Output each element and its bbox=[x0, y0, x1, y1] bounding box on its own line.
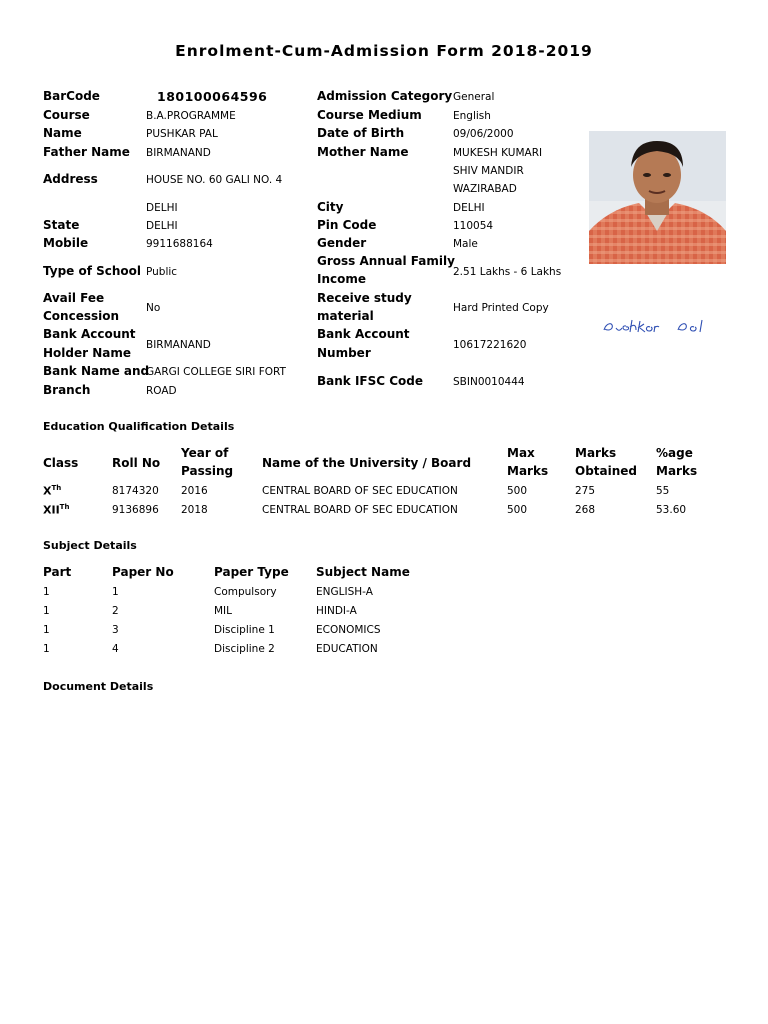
subj-paper-no: 1 bbox=[112, 586, 119, 598]
edu-pct: 53.60 bbox=[656, 504, 687, 516]
account-number-value: 10617221620 bbox=[453, 339, 527, 351]
subj-paper-type: MIL bbox=[214, 605, 233, 617]
mobile-value: 9911688164 bbox=[146, 238, 213, 250]
subj-name: EDUCATION bbox=[316, 643, 378, 655]
gender-label: Gender bbox=[317, 236, 367, 250]
income-value: 2.51 Lakhs - 6 Lakhs bbox=[453, 266, 562, 278]
address-line3: WAZIRABAD bbox=[453, 183, 517, 195]
address-line2: SHIV MANDIR bbox=[453, 165, 524, 177]
admission-category-label: Admission Category bbox=[317, 89, 453, 103]
subj-paper-type: Discipline 1 bbox=[214, 624, 275, 636]
subj-paper-type: Compulsory bbox=[214, 586, 277, 598]
edu-obtained: 268 bbox=[575, 504, 596, 516]
course-label: Course bbox=[43, 108, 90, 122]
edu-header-year-line2: Passing bbox=[181, 464, 234, 478]
student-photo bbox=[589, 131, 726, 264]
fee-concession-value: No bbox=[146, 302, 161, 314]
subj-name: HINDI-A bbox=[316, 605, 357, 617]
address-line4: DELHI bbox=[146, 202, 178, 214]
edu-class: XII bbox=[43, 503, 60, 517]
name-value: PUSHKAR PAL bbox=[146, 128, 218, 140]
subj-paper-no: 2 bbox=[112, 605, 119, 617]
study-material-label-line1: Receive study bbox=[317, 291, 412, 305]
subj-header-paper-no: Paper No bbox=[112, 565, 174, 579]
edu-year: 2016 bbox=[181, 485, 208, 497]
bank-branch-value-line1: GARGI COLLEGE SIRI FORT bbox=[146, 366, 286, 378]
school-type-label: Type of School bbox=[43, 264, 142, 278]
edu-header-max-line2: Marks bbox=[507, 464, 549, 478]
edu-max: 500 bbox=[507, 504, 528, 516]
city-label: City bbox=[317, 200, 344, 214]
edu-board: CENTRAL BOARD OF SEC EDUCATION bbox=[262, 485, 458, 497]
subj-header-paper-type: Paper Type bbox=[214, 565, 289, 579]
edu-class: X bbox=[43, 484, 52, 498]
edu-header-board: Name of the University / Board bbox=[262, 456, 472, 470]
course-medium-label: Course Medium bbox=[317, 108, 422, 122]
state-label: State bbox=[43, 218, 80, 232]
subj-part: 1 bbox=[43, 605, 50, 617]
documents-heading: Document Details bbox=[43, 680, 154, 693]
admission-category-value: General bbox=[453, 91, 495, 103]
ifsc-value: SBIN0010444 bbox=[453, 376, 525, 388]
subj-header-subject: Subject Name bbox=[316, 565, 410, 579]
mother-name-value: MUKESH KUMARI bbox=[453, 147, 543, 159]
subjects-heading: Subject Details bbox=[43, 539, 137, 552]
edu-class-suffix: Th bbox=[51, 484, 62, 492]
account-number-label-line2: Number bbox=[317, 346, 371, 360]
edu-header-obtained-line1: Marks bbox=[575, 446, 617, 460]
mobile-label: Mobile bbox=[43, 236, 89, 250]
edu-roll: 9136896 bbox=[112, 504, 159, 516]
edu-header-roll: Roll No bbox=[112, 456, 161, 470]
edu-board: CENTRAL BOARD OF SEC EDUCATION bbox=[262, 504, 458, 516]
education-heading: Education Qualification Details bbox=[43, 420, 235, 433]
account-holder-label-line2: Holder Name bbox=[43, 346, 132, 360]
state-value: DELHI bbox=[146, 220, 178, 232]
address-line1: HOUSE NO. 60 GALI NO. 4 bbox=[146, 174, 283, 186]
fee-concession-label-line1: Avail Fee bbox=[43, 291, 105, 305]
edu-max: 500 bbox=[507, 485, 528, 497]
subj-paper-no: 3 bbox=[112, 624, 119, 636]
edu-class-suffix: Th bbox=[59, 503, 70, 511]
account-holder-value: BIRMANAND bbox=[146, 339, 211, 351]
student-signature bbox=[600, 316, 730, 342]
edu-header-pct-line2: Marks bbox=[656, 464, 698, 478]
dob-value: 09/06/2000 bbox=[453, 128, 514, 140]
city-value: DELHI bbox=[453, 202, 485, 214]
barcode-value: 180100064596 bbox=[157, 89, 268, 104]
subj-name: ECONOMICS bbox=[316, 624, 381, 636]
edu-header-year-line1: Year of bbox=[181, 446, 229, 460]
edu-roll: 8174320 bbox=[112, 485, 159, 497]
subj-part: 1 bbox=[43, 624, 50, 636]
barcode-label: BarCode bbox=[43, 89, 100, 103]
study-material-label-line2: material bbox=[317, 309, 374, 323]
subj-part: 1 bbox=[43, 586, 50, 598]
account-number-label-line1: Bank Account bbox=[317, 327, 410, 341]
income-label-line2: Income bbox=[317, 272, 367, 286]
study-material-value: Hard Printed Copy bbox=[453, 302, 549, 314]
address-label: Address bbox=[43, 172, 98, 186]
form-title: Enrolment-Cum-Admission Form 2018-2019 bbox=[175, 42, 593, 60]
edu-header-pct-line1: %age bbox=[656, 446, 693, 460]
income-label-line1: Gross Annual Family bbox=[317, 254, 455, 268]
gender-value: Male bbox=[453, 238, 478, 250]
pincode-value: 110054 bbox=[453, 220, 494, 232]
edu-obtained: 275 bbox=[575, 485, 596, 497]
bank-branch-label-line1: Bank Name and bbox=[43, 364, 150, 378]
subj-part: 1 bbox=[43, 643, 50, 655]
edu-header-max-line1: Max bbox=[507, 446, 535, 460]
father-name-label: Father Name bbox=[43, 145, 130, 159]
mother-name-label: Mother Name bbox=[317, 145, 409, 159]
account-holder-label-line1: Bank Account bbox=[43, 327, 136, 341]
ifsc-label: Bank IFSC Code bbox=[317, 374, 424, 388]
pincode-label: Pin Code bbox=[317, 218, 377, 232]
subj-paper-no: 4 bbox=[112, 643, 119, 655]
course-medium-value: English bbox=[453, 110, 491, 122]
bank-branch-label-line2: Branch bbox=[43, 383, 91, 397]
name-label: Name bbox=[43, 126, 82, 140]
course-value: B.A.PROGRAMME bbox=[146, 110, 236, 122]
edu-header-obtained-line2: Obtained bbox=[575, 464, 638, 478]
school-type-value: Public bbox=[146, 266, 178, 278]
table-row bbox=[43, 503, 69, 517]
edu-year: 2018 bbox=[181, 504, 208, 516]
subj-paper-type: Discipline 2 bbox=[214, 643, 275, 655]
bank-branch-value-line2: ROAD bbox=[146, 385, 177, 397]
edu-pct: 55 bbox=[656, 485, 670, 497]
subj-name: ENGLISH-A bbox=[316, 586, 373, 598]
dob-label: Date of Birth bbox=[317, 126, 405, 140]
edu-header-class: Class bbox=[43, 456, 79, 470]
subj-header-part: Part bbox=[43, 565, 72, 579]
fee-concession-label-line2: Concession bbox=[43, 309, 120, 323]
father-name-value: BIRMANAND bbox=[146, 147, 211, 159]
table-row bbox=[43, 484, 61, 498]
